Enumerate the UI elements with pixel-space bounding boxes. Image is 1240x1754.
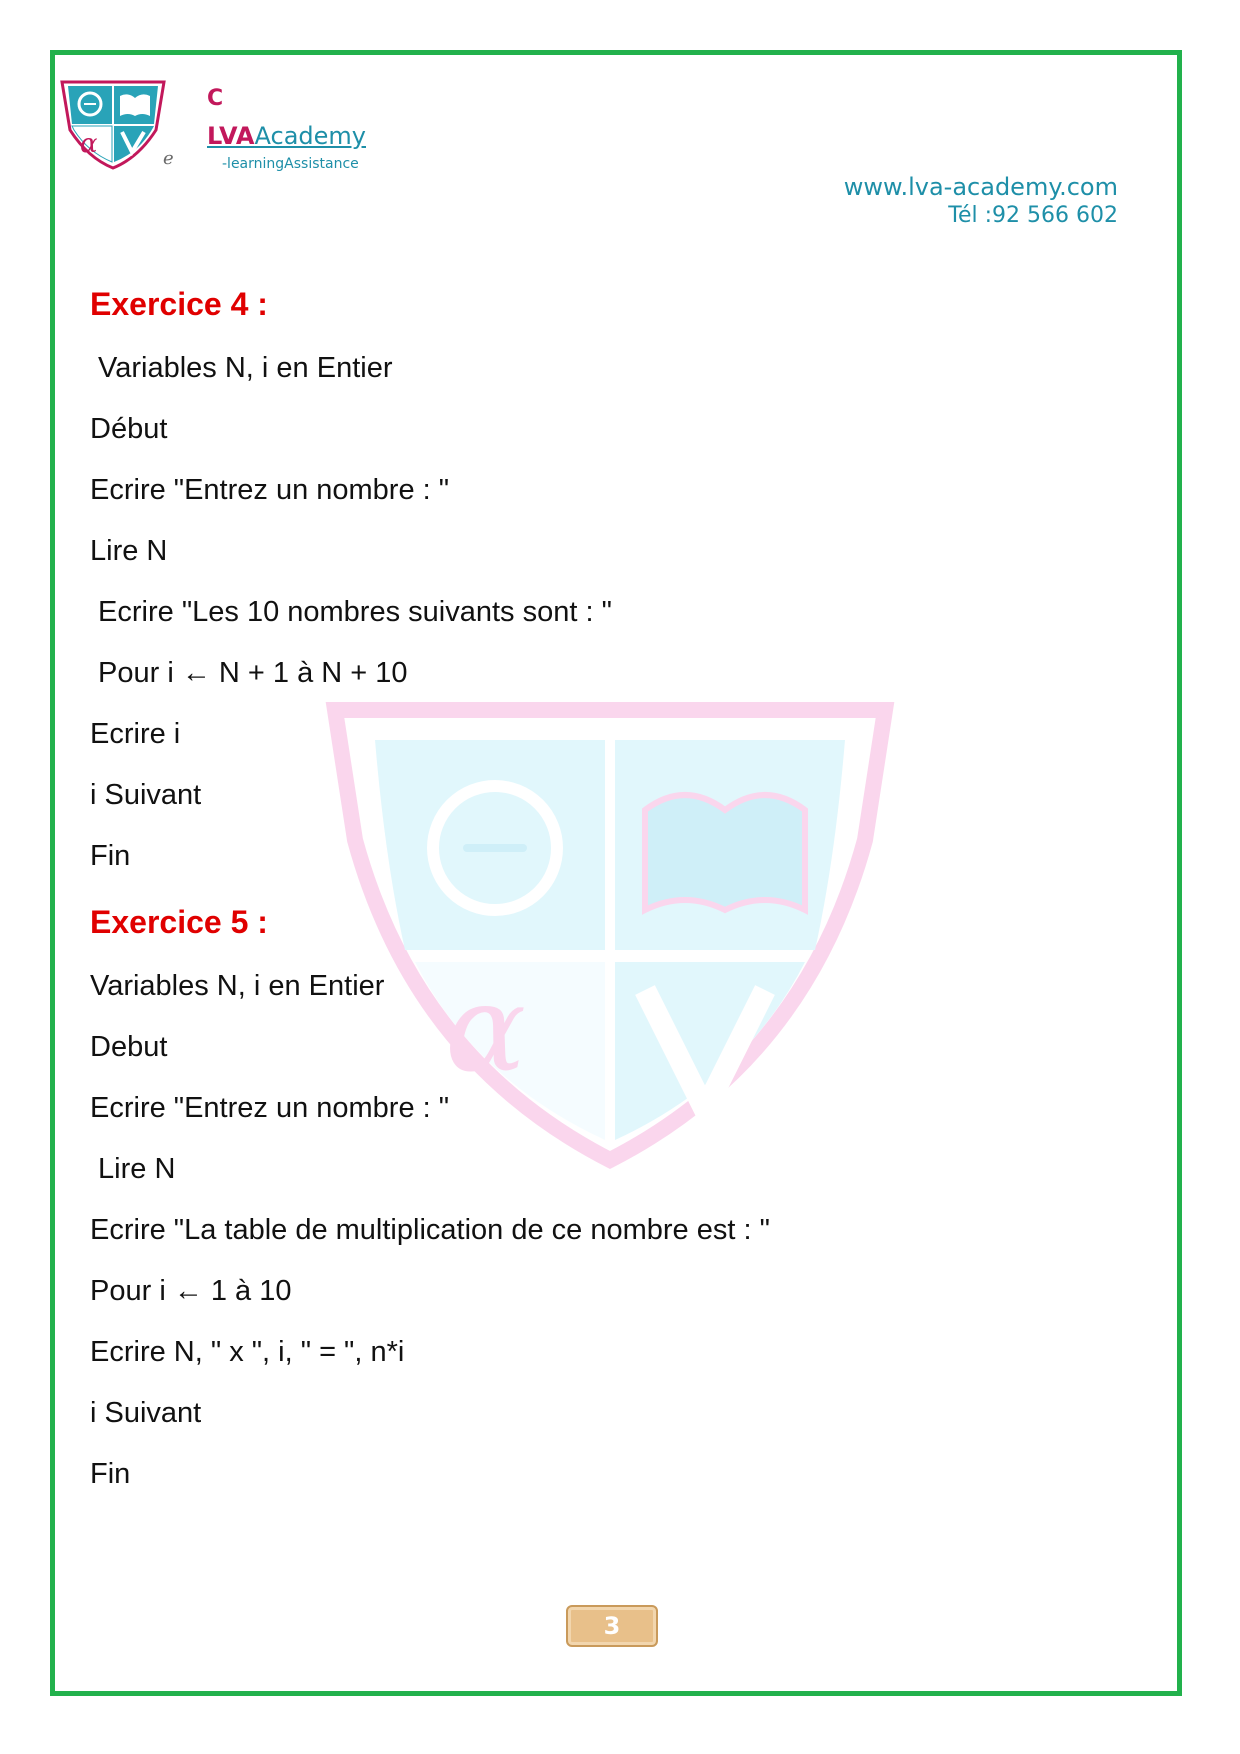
phone-number: Tél :92 566 602 [948, 203, 1118, 228]
svg-text:α: α [445, 960, 527, 1099]
brand-e: e [163, 148, 174, 169]
exercise-5-line: Lire N [90, 1153, 176, 1185]
exercise-4-line: Ecrire i [90, 718, 181, 750]
exercise-5-line: Pour i ← 1 à 10 [90, 1275, 292, 1307]
brand-c: C [207, 86, 224, 111]
brand-lva: LVA [207, 122, 255, 150]
exercise-4-line: Ecrire "Les 10 nombres suivants sont : " [90, 596, 612, 628]
svg-text:α: α [80, 129, 98, 159]
brand-tagline: -learningAssistance [222, 156, 359, 172]
exercise-4-line: i Suivant [90, 779, 202, 811]
exercise-5-line: Fin [90, 1458, 131, 1490]
exercise-5-line: Variables N, i en Entier [90, 970, 385, 1002]
lva-academy-logo [58, 78, 168, 170]
exercise-4-line: Lire N [90, 535, 168, 567]
exercise-5-line: Debut [90, 1031, 168, 1063]
website-link[interactable]: www.lva-academy.com [843, 173, 1118, 201]
exercise-4-title: Exercice 4 : [90, 286, 268, 322]
exercise-4-line: Fin [90, 840, 131, 872]
brand-academy: Academy [254, 122, 366, 150]
exercise-5-line: i Suivant [90, 1397, 202, 1429]
page-number: 3 [566, 1605, 658, 1647]
exercise-5-line: Ecrire "Entrez un nombre : " [90, 1092, 450, 1124]
exercise-4-line: Début [90, 413, 168, 445]
exercise-5-line: Ecrire N, " x ", i, " = ", n*i [90, 1336, 405, 1368]
exercise-4-line: Ecrire "Entrez un nombre : " [90, 474, 450, 506]
contact-info [844, 172, 1118, 230]
exercise-4-line: Pour i ← N + 1 à N + 10 [90, 657, 408, 689]
exercise-5-line: Ecrire "La table de multiplication de ce nombre est : " [90, 1214, 770, 1246]
brand-name[interactable] [207, 122, 366, 150]
exercise-5-title: Exercice 5 : [90, 904, 268, 940]
exercise-4-line: Variables N, i en Entier [90, 352, 393, 384]
